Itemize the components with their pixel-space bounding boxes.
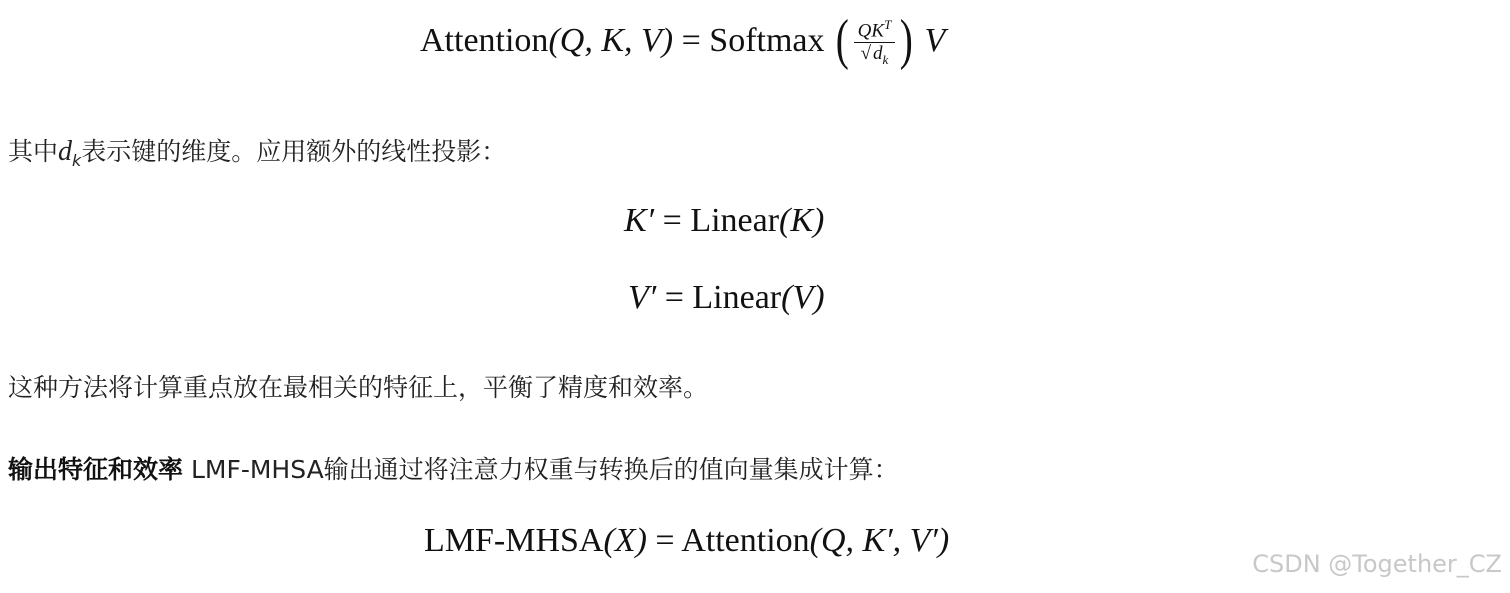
para3-heading: 输出特征和效率 (8, 455, 184, 484)
eq-attention-args: (Q, K, V) (548, 21, 674, 59)
eq-attention-equals: = (673, 21, 710, 59)
equation-v-prime (628, 279, 825, 317)
eq-attention-lhs: Attention (420, 21, 549, 59)
eq-k-func: Linear (690, 202, 780, 239)
eq-attention-func: Softmax (709, 21, 825, 59)
fraction-denominator (854, 43, 896, 68)
eq-v-arg: (V) (781, 279, 825, 316)
eq-out-func: Attention (681, 522, 810, 559)
left-paren: ( (835, 9, 849, 71)
paragraph-dk-description (8, 132, 506, 170)
eq-v-func: Linear (692, 279, 782, 316)
equation-k-prime (624, 202, 824, 240)
eq-attention-v: V (924, 21, 946, 59)
para1-after: 表示键的维度。应用额外的线性投影： (81, 137, 507, 166)
para3-text: LMF-MHSA输出通过将注意力权重与转换后的值向量集成计算： (183, 455, 899, 484)
denominator-sub: k (882, 52, 889, 68)
para1-before: 其中 (8, 137, 59, 166)
right-paren: ) (900, 9, 914, 71)
fraction-numerator (854, 18, 896, 43)
eq-k-lhs: K′ (624, 202, 655, 239)
eq-k-arg: (K) (779, 202, 825, 239)
eq-out-lhs: LMF-MHSA (424, 522, 604, 559)
paragraph-focus: 这种方法将计算重点放在最相关的特征上，平衡了精度和效率。 (8, 373, 709, 402)
equation-lmf-mhsa (424, 522, 949, 560)
eq-v-lhs: V′ (628, 279, 657, 316)
eq-v-equals: = (656, 279, 693, 316)
inline-var-d: d (58, 136, 73, 167)
numerator-base: QK (857, 20, 885, 42)
csdn-watermark: CSDN @Together_CZ (1252, 550, 1502, 578)
eq-k-equals: = (654, 202, 691, 239)
sqrt-sign: √ (860, 43, 872, 65)
sqrt-radicand (871, 42, 889, 68)
paragraph-output (8, 450, 899, 486)
eq-out-arg: (X) (603, 522, 647, 559)
equation-attention (420, 9, 946, 71)
fraction (854, 18, 896, 68)
inline-var-sub: k (72, 151, 82, 170)
eq-out-args: (Q, K′, V′) (809, 522, 950, 559)
numerator-sup: T (884, 17, 892, 33)
eq-out-equals: = (646, 522, 682, 559)
denominator-base: d (873, 43, 883, 65)
